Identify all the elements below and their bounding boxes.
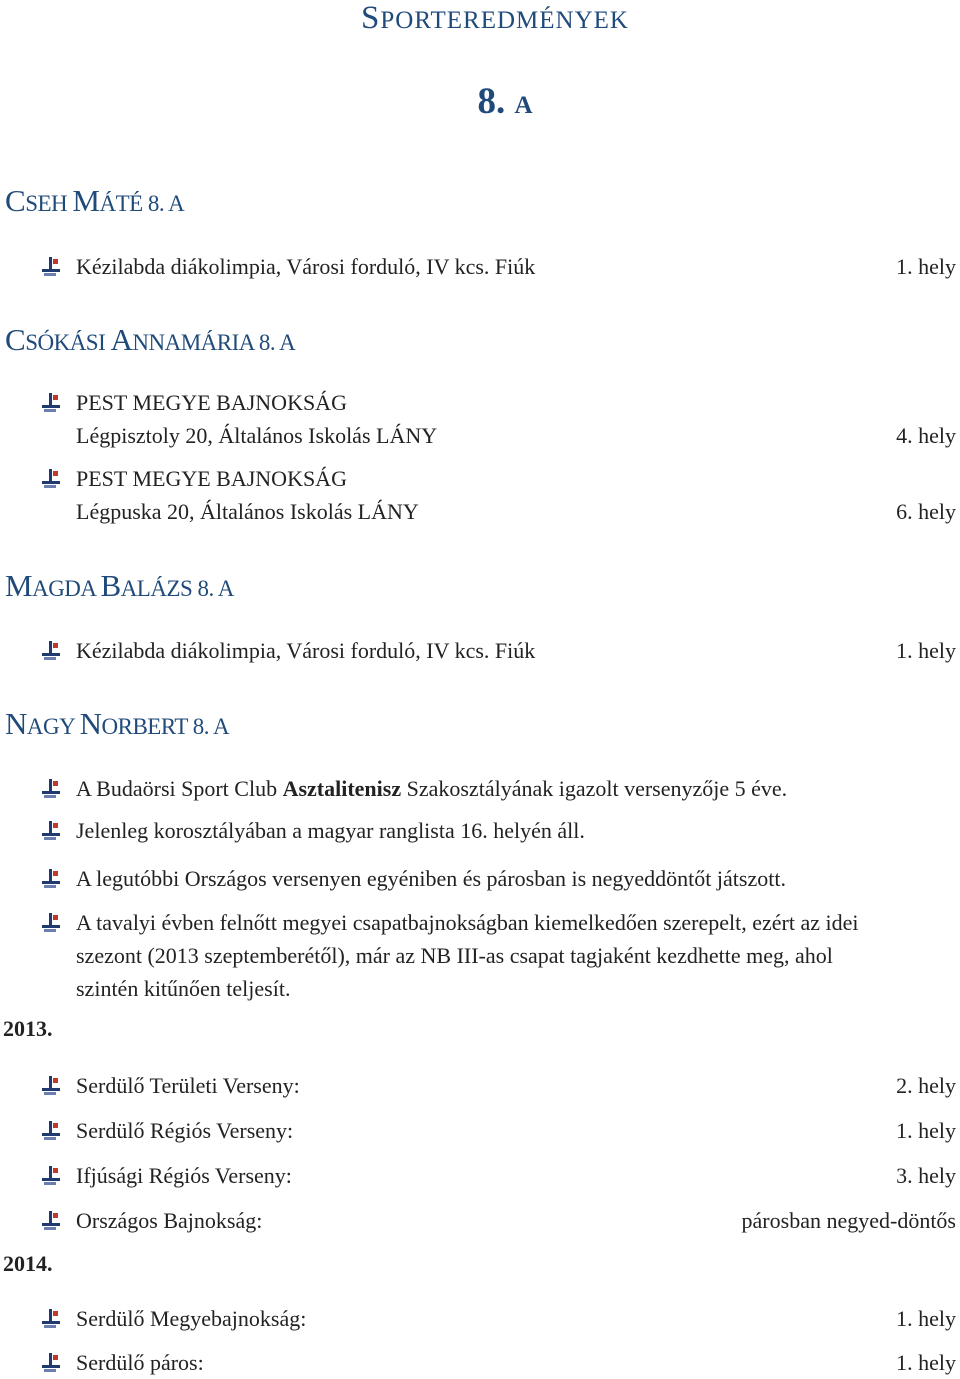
bio-text-line3: szintén kitűnően teljesít. <box>76 976 291 1001</box>
bio-text-bold: Asztalitenisz <box>282 776 402 801</box>
result-text-line2: Légpisztoly 20, Általános Iskolás LÁNY <box>76 423 438 448</box>
result-place: 1. hely <box>896 1350 956 1375</box>
bullet-icon <box>40 912 62 934</box>
result-text: Serdülő Megyebajnokság: <box>76 1306 307 1331</box>
name-initial: C <box>5 183 26 218</box>
name-initial: M <box>72 183 100 218</box>
name-class-letter: A <box>217 576 234 601</box>
name-initial: N <box>79 706 102 741</box>
page-title-rest: PORTEREDMÉNYEK <box>380 7 629 34</box>
result-text: Serdülő Területi Verseny: <box>76 1073 300 1098</box>
result-text-line1: PEST MEGYE BAJNOKSÁG <box>76 466 347 491</box>
bio-text: Jelenleg korosztályában a magyar ranglista 16. helyén áll. <box>76 818 585 843</box>
name-rest: AGDA <box>32 576 101 601</box>
name-rest: ALÁZS 8. <box>120 576 218 601</box>
name-rest: AGY <box>26 714 80 739</box>
bullet-icon <box>40 1120 62 1142</box>
page-title <box>0 0 960 37</box>
student-name-nagy-norbert <box>5 706 229 742</box>
bio-text-post: Szakosztályának igazolt versenyzője 5 éve. <box>401 776 788 801</box>
bullet-icon <box>40 1075 62 1097</box>
name-initial: M <box>5 568 33 603</box>
student-name-cseh-mate <box>5 183 184 219</box>
result-place: 4. hely <box>896 423 956 448</box>
class-letter: A <box>514 92 533 119</box>
name-rest: ÁTÉ 8. <box>99 191 169 216</box>
name-initial: A <box>110 322 133 357</box>
name-initial: C <box>5 322 26 357</box>
student-name-csokasi-annamaria <box>5 322 295 358</box>
result-place: 1. hely <box>896 254 956 279</box>
name-class-letter: A <box>212 714 230 739</box>
bullet-icon <box>40 256 62 278</box>
result-place: 6. hely <box>896 499 956 524</box>
bullet-icon <box>40 820 62 842</box>
bio-text: A legutóbbi Országos versenyen egyéniben és párosban is negyeddöntőt játszott. <box>76 866 786 891</box>
student-name-magda-balazs <box>5 568 234 604</box>
name-initial: B <box>100 568 121 603</box>
class-number: 8. <box>477 81 506 122</box>
bullet-icon <box>40 868 62 890</box>
year-label: 2013. <box>3 1016 53 1041</box>
bullet-icon <box>40 778 62 800</box>
result-item <box>40 386 958 452</box>
result-text: Serdülő páros: <box>76 1350 204 1375</box>
result-text-line1: PEST MEGYE BAJNOKSÁG <box>76 390 347 415</box>
name-class-letter: A <box>168 191 185 216</box>
result-place: 3. hely <box>896 1163 956 1188</box>
bullet-icon <box>40 1308 62 1330</box>
name-initial: N <box>5 706 27 741</box>
page-title-initial: S <box>361 0 381 36</box>
result-item <box>40 462 958 528</box>
bio-text <box>76 772 958 805</box>
name-rest: SEH <box>25 191 73 216</box>
result-text: Országos Bajnokság: <box>76 1208 263 1233</box>
result-text: Serdülő Régiós Verseny: <box>76 1118 294 1143</box>
result-place: párosban negyed-döntős <box>741 1208 956 1233</box>
class-title <box>0 80 960 123</box>
result-place: 1. hely <box>896 1118 956 1143</box>
bio-item <box>40 906 958 1006</box>
year-label: 2014. <box>3 1251 53 1276</box>
name-rest: SÓKÁSI <box>25 330 111 355</box>
bullet-icon <box>40 468 62 490</box>
bio-text-line2: szezont (2013 szeptemberétől), már az NB III-as csapat tagjaként kezdhette meg, ahol <box>76 943 833 968</box>
bio-text-line1: A tavalyi évben felnőtt megyei csapatbajnokságban kiemelkedően szerepelt, ezért az idei <box>76 910 859 935</box>
result-place: 1. hely <box>896 638 956 663</box>
bullet-icon <box>40 392 62 414</box>
name-rest: ORBERT 8. <box>101 714 213 739</box>
result-place: 2. hely <box>896 1073 956 1098</box>
result-text: Ifjúsági Régiós Verseny: <box>76 1163 292 1188</box>
name-class-letter: A <box>279 330 296 355</box>
name-rest: NNAMÁRIA 8. <box>132 330 280 355</box>
result-text: Kézilabda diákolimpia, Városi forduló, IV kcs. Fiúk <box>76 254 536 279</box>
bullet-icon <box>40 1165 62 1187</box>
result-text-line2: Légpuska 20, Általános Iskolás LÁNY <box>76 499 419 524</box>
result-place: 1. hely <box>896 1306 956 1331</box>
bullet-icon <box>40 640 62 662</box>
bullet-icon <box>40 1210 62 1232</box>
result-text: Kézilabda diákolimpia, Városi forduló, IV kcs. Fiúk <box>76 638 536 663</box>
bio-text-pre: A Budaörsi Sport Club <box>76 776 283 801</box>
bullet-icon <box>40 1352 62 1374</box>
